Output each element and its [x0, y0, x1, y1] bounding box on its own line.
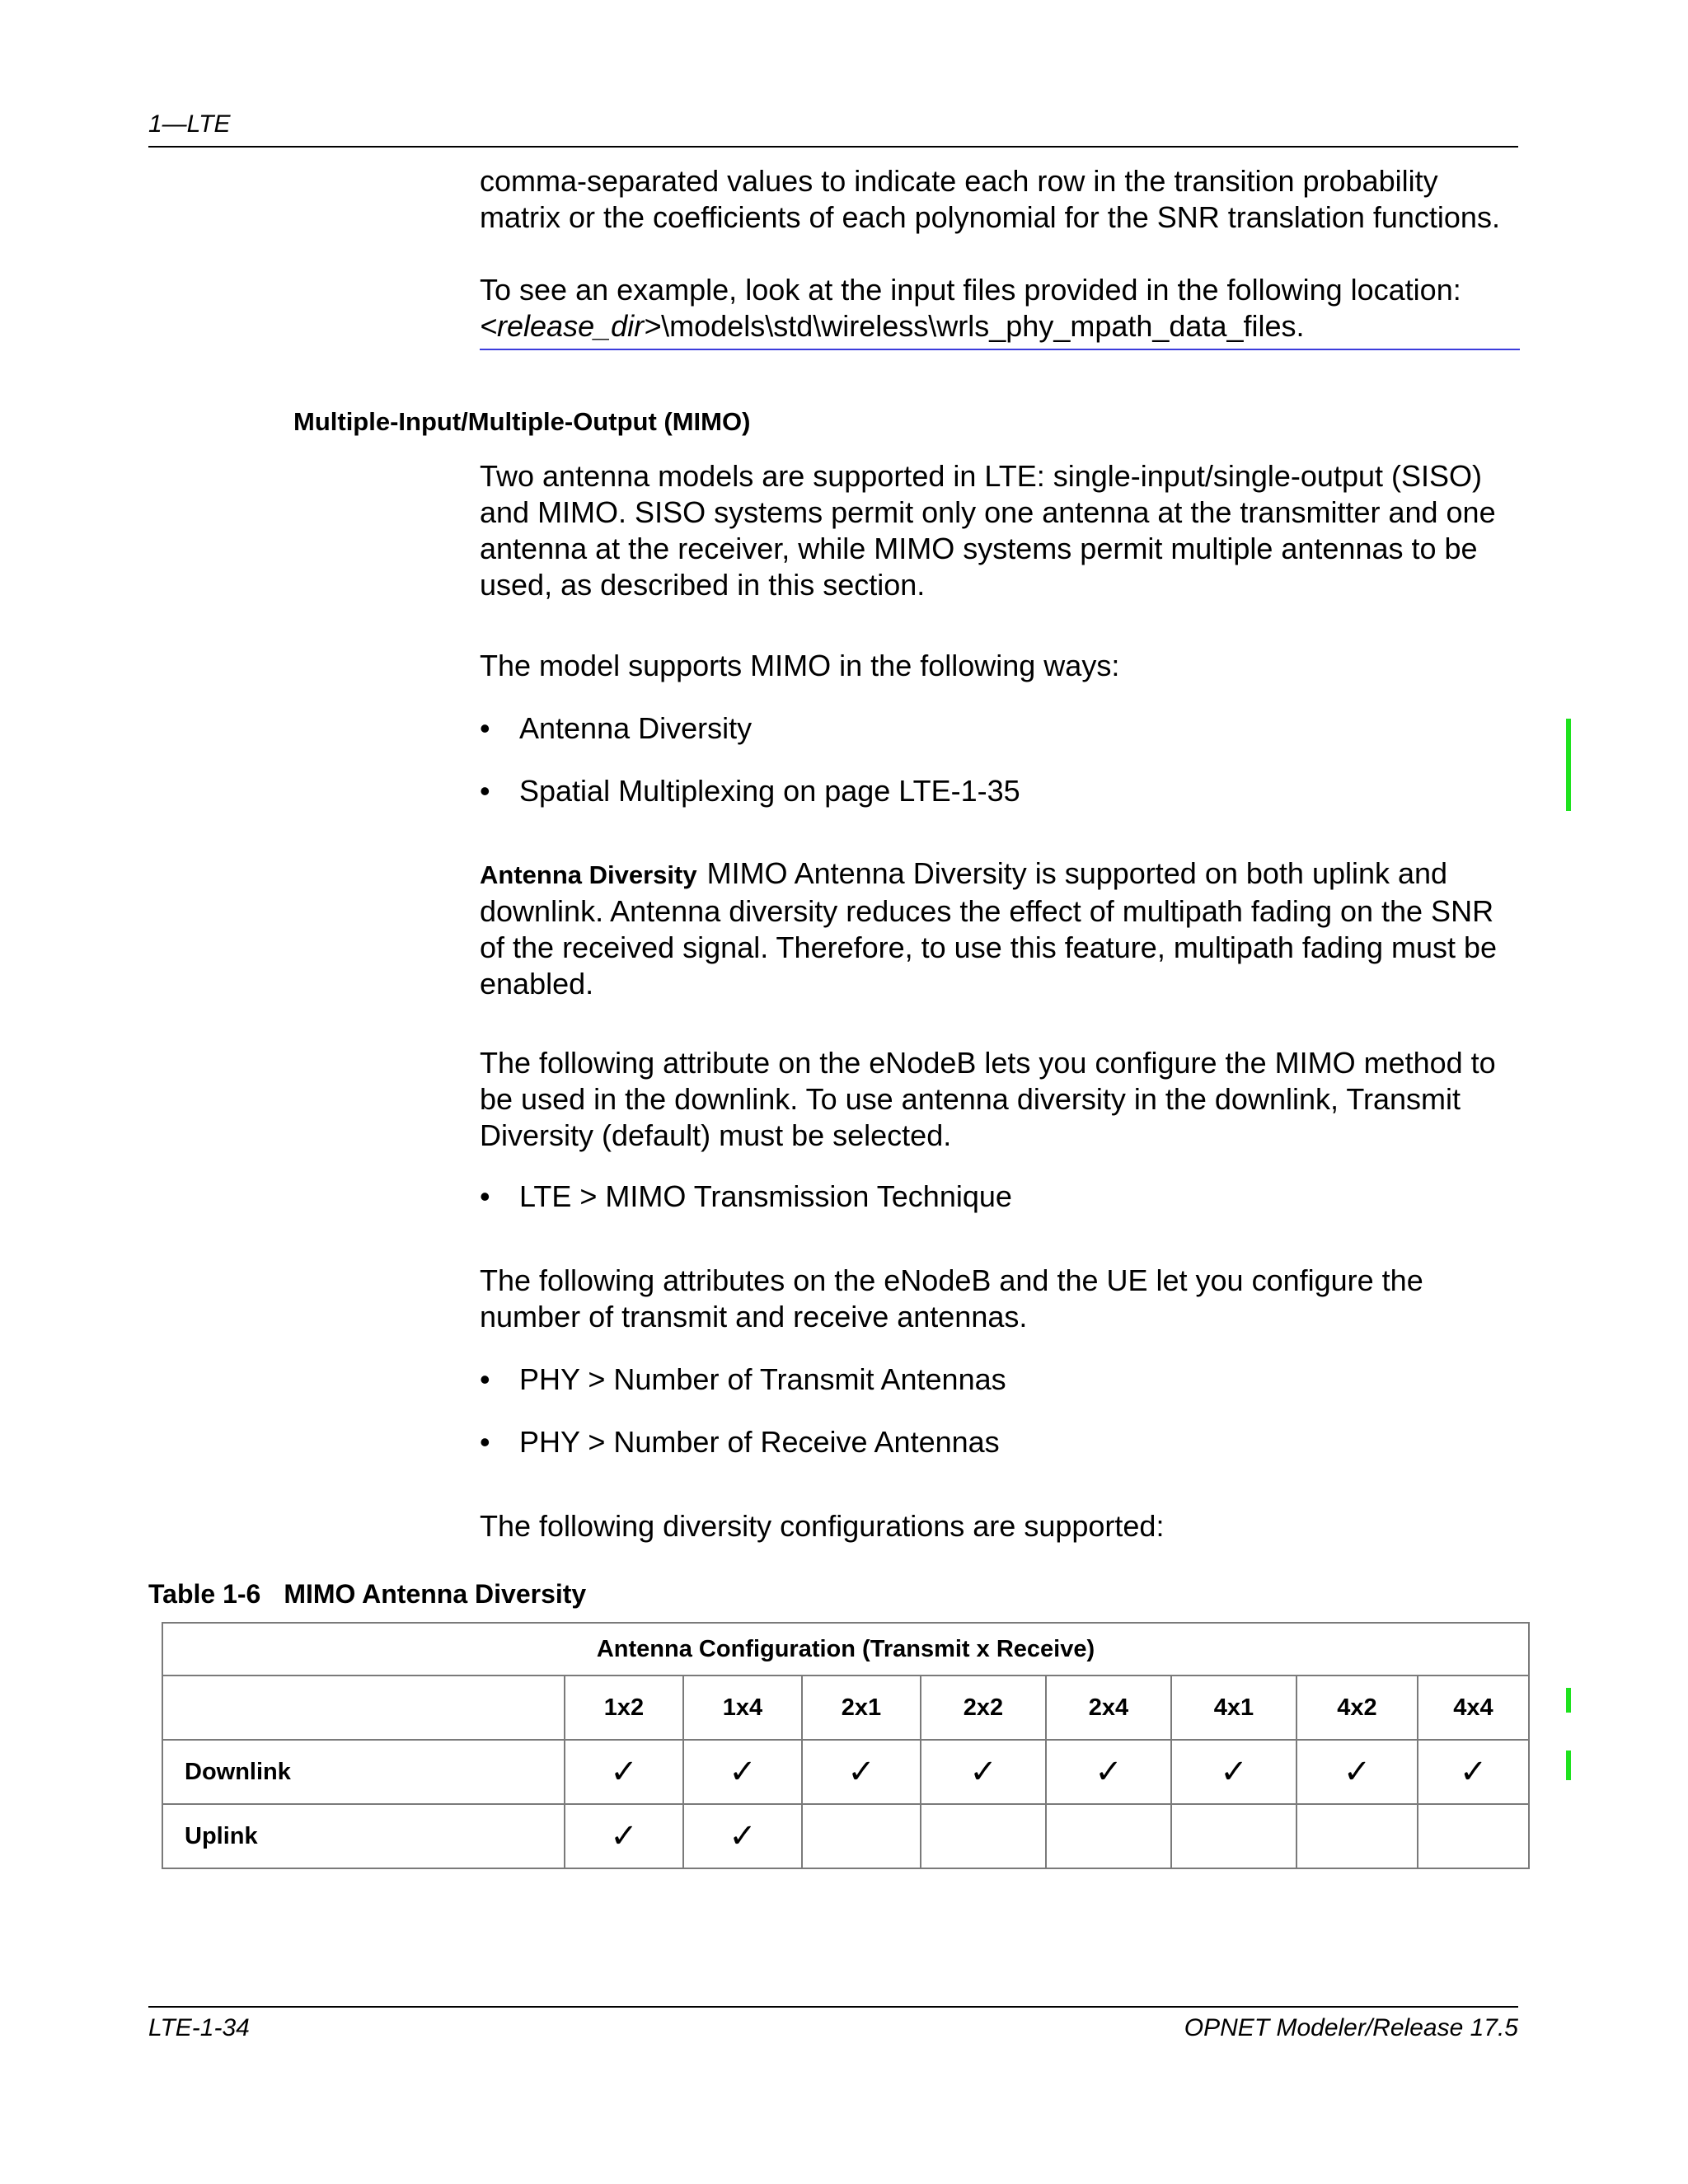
table-caption	[148, 1579, 586, 1610]
paragraph-attr2: The following attributes on the eNodeB and the UE let you configure the number of transmit and receive antennas.	[480, 1263, 1423, 1333]
table-cell-empty	[921, 1804, 1046, 1868]
table-column-header: 1x2	[565, 1675, 683, 1740]
table-cell-check: ✓	[1046, 1740, 1171, 1804]
table-cell-check: ✓	[1171, 1740, 1296, 1804]
table-column-header: 4x1	[1171, 1675, 1296, 1740]
section-heading-mimo: Multiple-Input/Multiple-Output (MIMO)	[293, 407, 751, 436]
table-cell-empty	[1046, 1804, 1171, 1868]
table-cell-empty	[1171, 1804, 1296, 1868]
table-row	[162, 1740, 1529, 1804]
change-bar	[1566, 1750, 1571, 1780]
table-row-label: Uplink	[162, 1804, 565, 1868]
bullet-dot: •	[480, 711, 490, 745]
table-column-header: 2x1	[802, 1675, 921, 1740]
table-cell-empty	[1418, 1804, 1529, 1868]
table-cell-empty	[802, 1804, 921, 1868]
change-bar	[1566, 719, 1571, 811]
table-cell-check: ✓	[921, 1740, 1046, 1804]
bullet-dot: •	[480, 1425, 490, 1459]
table-cell-check: ✓	[1418, 1740, 1529, 1804]
table-group-header: Antenna Configuration (Transmit x Receive)	[162, 1623, 1529, 1675]
bullet-dot: •	[480, 774, 490, 808]
table-cell-check: ✓	[565, 1740, 683, 1804]
table-column-header: 1x4	[683, 1675, 802, 1740]
paragraph-mimo-intro: Two antenna models are supported in LTE: single-input/single-output (SISO) and MIMO. SISO systems permit only one antenna at the transmitter and one antenna at the receiver, while MIMO systems permit multiple antennas to be used, as described in this section.	[480, 459, 1496, 602]
antenna-diversity-body: MIMO Antenna Diversity is supported on both uplink and downlink. Antenna diversity reduces the effect of multipath fading on the SNR of the received signal. Therefore, to use this feature, multipath fading must be enabled.	[480, 856, 1498, 1001]
table-row-label: Downlink	[162, 1740, 565, 1804]
paragraph-example	[480, 272, 1520, 344]
table-column-header: 2x4	[1046, 1675, 1171, 1740]
run-in-heading: Antenna Diversity	[480, 860, 697, 889]
bullet-text: Antenna Diversity	[519, 711, 753, 745]
table-corner-cell	[162, 1675, 565, 1740]
table-cell-check: ✓	[802, 1740, 921, 1804]
table-group-header-row	[162, 1623, 1529, 1675]
example-path-var: <release_dir>	[480, 309, 662, 343]
table-cell-check: ✓	[683, 1740, 802, 1804]
bullet-dot: •	[480, 1362, 490, 1396]
bullet-text: Spatial Multiplexing on page LTE-1-35	[519, 774, 1020, 808]
table-cell-check: ✓	[1296, 1740, 1418, 1804]
footer-rule	[148, 2006, 1518, 2008]
table-column-header: 4x4	[1418, 1675, 1529, 1740]
running-header: 1—LTE	[148, 110, 231, 138]
table-column-header: 2x2	[921, 1675, 1046, 1740]
footer-product: OPNET Modeler/Release 17.5	[1184, 2014, 1518, 2041]
paragraph-antenna-diversity	[480, 855, 1520, 1002]
table-cell-empty	[1296, 1804, 1418, 1868]
table-cell-check: ✓	[565, 1804, 683, 1868]
table-title: MIMO Antenna Diversity	[284, 1579, 587, 1609]
table-cell-check: ✓	[683, 1804, 802, 1868]
header-rule	[148, 146, 1518, 148]
example-intro: To see an example, look at the input files provided in the following location:	[480, 273, 1461, 307]
bullet-text: PHY > Number of Transmit Antennas	[519, 1362, 1006, 1396]
table-row	[162, 1804, 1529, 1868]
mimo-diversity-table	[162, 1622, 1530, 1869]
example-path-rest: \models\std\wireless\wrls_phy_mpath_data_files.	[661, 309, 1305, 343]
footer-page-number: LTE-1-34	[148, 2014, 250, 2041]
bullet-dot: •	[480, 1179, 490, 1213]
paragraph-configs-intro: The following diversity configurations are supported:	[480, 1509, 1165, 1543]
change-bar	[1566, 1688, 1571, 1713]
paragraph-ways-intro: The model supports MIMO in the following ways:	[480, 649, 1120, 682]
table-column-header: 4x2	[1296, 1675, 1418, 1740]
paragraph-continuation: comma-separated values to indicate each row in the transition probability matrix or the coefficients of each polynomial for the SNR translation functions.	[480, 164, 1500, 234]
table-number: Table 1-6	[148, 1579, 261, 1609]
table-column-header-row	[162, 1675, 1529, 1740]
bullet-text: PHY > Number of Receive Antennas	[519, 1425, 1000, 1459]
link-rule	[480, 349, 1520, 350]
bullet-text: LTE > MIMO Transmission Technique	[519, 1179, 1012, 1213]
paragraph-attr1: The following attribute on the eNodeB lets you configure the MIMO method to be used in the downlink. To use antenna diversity in the downlink, Transmit Diversity (default) must be selected.	[480, 1046, 1496, 1152]
